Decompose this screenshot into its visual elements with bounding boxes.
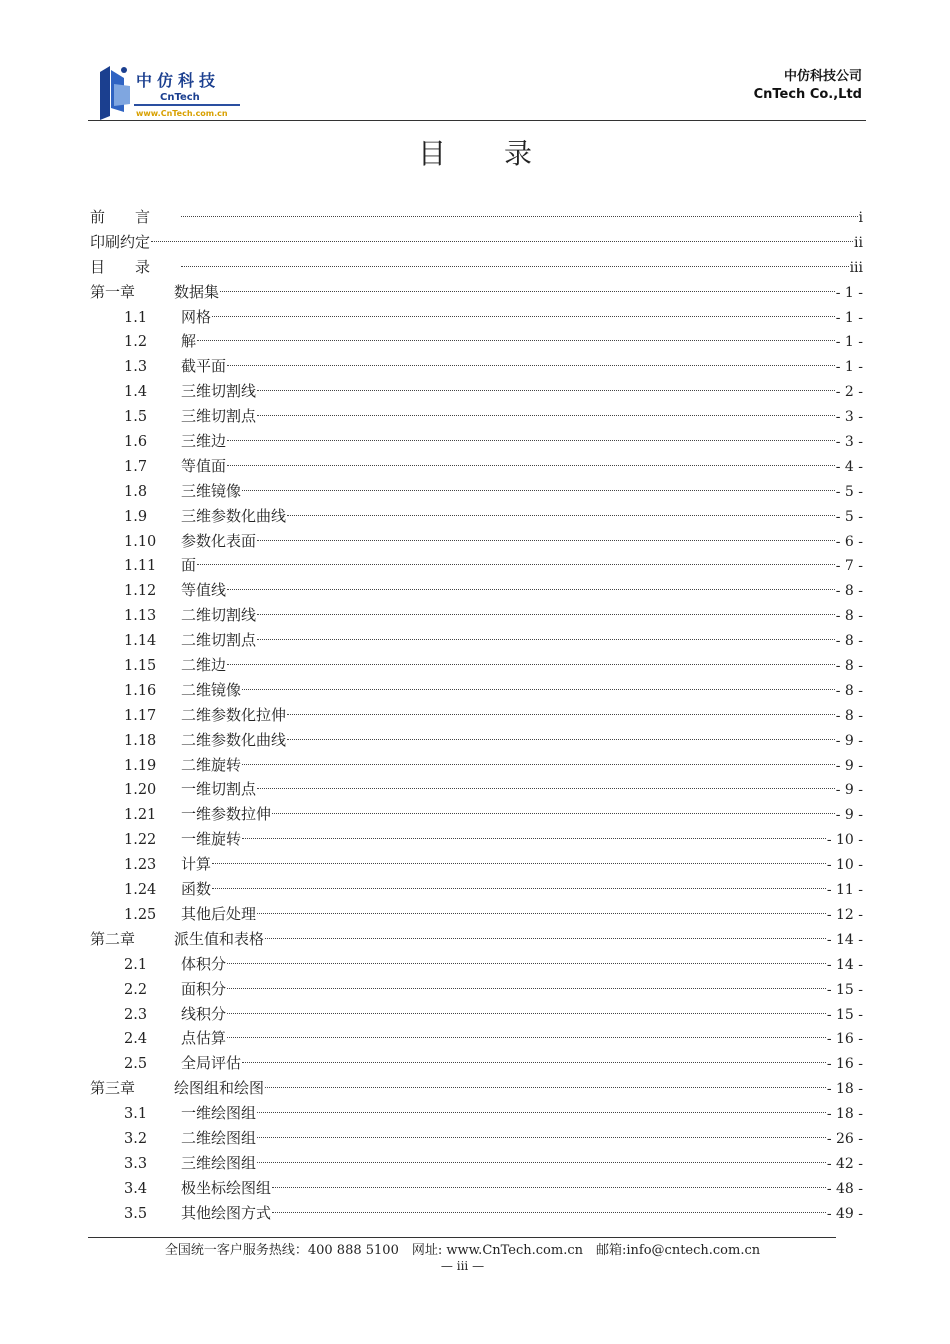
toc-page-number: - 7 - <box>835 558 863 575</box>
toc-entry-number: 第三章 <box>90 1079 136 1098</box>
toc-entry-title: 一维切割点 <box>181 780 257 799</box>
toc-entry-number: 3.1 <box>124 1106 148 1123</box>
toc-entry-title: 函数 <box>181 880 212 899</box>
toc-entry-number: 1.18 <box>124 732 157 749</box>
toc-entry-number: 1.21 <box>124 807 157 824</box>
toc-dot-leader <box>287 694 835 715</box>
toc-entry-title: 截平面 <box>181 357 227 376</box>
toc-entry-number: 1.13 <box>124 608 157 625</box>
toc-page-number: - 8 - <box>835 608 863 625</box>
toc-entry-number: 3.3 <box>124 1155 148 1172</box>
toc-page-number: - 1 - <box>835 359 863 376</box>
toc-page-number: - 3 - <box>835 409 863 426</box>
toc-entry-number: 1.25 <box>124 906 157 923</box>
toc-page-number: - 8 - <box>835 658 863 675</box>
toc-entry-title: 一维参数拉伸 <box>181 805 272 824</box>
toc-entry-number: 1.16 <box>124 682 157 699</box>
toc-entry-number: 2.1 <box>124 956 148 973</box>
toc-page-number: - 42 - <box>826 1155 863 1172</box>
toc-entry-title: 二维参数化曲线 <box>181 730 287 749</box>
toc-entry-number: 第一章 <box>90 282 136 301</box>
toc-dot-leader <box>272 1192 826 1213</box>
toc-dot-leader <box>257 395 835 416</box>
toc-dot-leader <box>242 470 835 491</box>
toc-page-number: - 12 - <box>826 906 863 923</box>
toc-entry-number: 1.9 <box>124 508 148 525</box>
toc-dot-leader <box>181 196 858 217</box>
toc-dot-leader <box>212 868 826 889</box>
toc-entry-title: 二维参数化拉伸 <box>181 705 287 724</box>
toc-entry-title: 三维切割点 <box>181 407 257 426</box>
toc-page-number: - 10 - <box>826 857 863 874</box>
toc-page-number: - 26 - <box>826 1130 863 1147</box>
toc-dot-leader <box>272 1167 826 1188</box>
company-name <box>754 68 862 104</box>
toc-dot-leader <box>257 768 835 789</box>
toc-page-number: - 9 - <box>835 757 863 774</box>
toc-entry-title: 二维边 <box>181 656 227 675</box>
toc-page-number: - 9 - <box>835 782 863 799</box>
toc-page-number: - 11 - <box>826 882 863 899</box>
toc-dot-leader <box>257 619 835 640</box>
toc-entry-number: 1.20 <box>124 782 157 799</box>
toc-entry-number: 1.5 <box>124 409 148 426</box>
toc-dot-leader <box>242 744 835 765</box>
page-header <box>88 58 866 120</box>
toc-dot-leader <box>227 569 835 590</box>
toc-entry-title: 其他绘图方式 <box>181 1203 272 1222</box>
toc-dot-leader <box>257 370 835 391</box>
toc-entry-title: 等值面 <box>181 456 227 475</box>
toc-page-number: ii <box>854 234 863 251</box>
toc-dot-leader <box>265 1067 826 1088</box>
logo-url: www.CnTech.com.cn <box>136 109 228 118</box>
toc-entry-number: 1.12 <box>124 583 157 600</box>
toc-dot-leader <box>287 719 835 740</box>
toc-dot-leader <box>151 221 853 242</box>
toc-page-number: - 5 - <box>835 483 863 500</box>
toc-page-number: - 8 - <box>835 707 863 724</box>
toc-entry-number: 1.22 <box>124 832 157 849</box>
toc-dot-leader <box>227 345 835 366</box>
toc-page-number: - 9 - <box>835 807 863 824</box>
toc-entry-number: 1.4 <box>124 384 148 401</box>
toc-entry-title: 二维镜像 <box>181 680 242 699</box>
toc-page-number: - 14 - <box>826 931 863 948</box>
toc-entry-title: 其他后处理 <box>181 904 257 923</box>
toc-entry-number: 2.2 <box>124 981 148 998</box>
company-name-cn: 中仿科技公司 <box>783 69 862 84</box>
toc-entry-number: 2.5 <box>124 1056 148 1073</box>
toc-page-number: i <box>858 210 863 226</box>
toc-page-number: - 8 - <box>835 682 863 699</box>
toc-dot-leader <box>265 918 826 939</box>
toc-section-entry[interactable] <box>90 1197 863 1222</box>
toc-dot-leader <box>197 320 835 341</box>
toc-entry-number: 1.2 <box>124 334 148 351</box>
toc-page-number: - 49 - <box>826 1205 863 1222</box>
toc-entry-title: 解 <box>181 332 197 351</box>
toc-page-number: - 48 - <box>826 1180 863 1197</box>
toc-entry-title: 印刷约定 <box>90 232 151 251</box>
toc-entry-title: 全局评估 <box>181 1054 242 1073</box>
toc-entry-number: 1.8 <box>124 483 148 500</box>
footer-contact: 全国统一客户服务热线：400 888 5100 网址: www.CnTech.com.cn 邮箱:info@cntech.com.cn <box>164 1243 761 1258</box>
toc-entry-title: 一维绘图组 <box>181 1104 257 1123</box>
toc-dot-leader <box>227 1017 826 1038</box>
logo-name-cn: 中仿科技 <box>136 71 221 90</box>
toc-dot-leader <box>227 968 826 989</box>
table-of-contents <box>90 201 863 1222</box>
toc-dot-leader <box>227 445 835 466</box>
toc-page-number: - 14 - <box>826 956 863 973</box>
toc-entry-title: 点估算 <box>181 1029 227 1048</box>
toc-entry-number: 1.14 <box>124 633 157 650</box>
toc-dot-leader <box>227 943 826 964</box>
toc-entry-title: 三维镜像 <box>181 481 242 500</box>
toc-page-number: - 16 - <box>826 1031 863 1048</box>
toc-dot-leader <box>272 793 835 814</box>
logo-underline <box>134 104 240 106</box>
toc-entry-title: 三维参数化曲线 <box>181 506 287 525</box>
toc-entry-number: 1.3 <box>124 359 148 376</box>
toc-entry-title: 面积分 <box>181 979 227 998</box>
toc-dot-leader <box>242 818 826 839</box>
toc-page-number: - 5 - <box>835 508 863 525</box>
toc-page-number: - 16 - <box>826 1056 863 1073</box>
toc-entry-title: 二维绘图组 <box>181 1128 257 1147</box>
toc-entry-title: 三维绘图组 <box>181 1153 257 1172</box>
toc-entry-number: 1.17 <box>124 707 157 724</box>
toc-entry-title: 网格 <box>181 307 212 326</box>
logo-name-en: CnTech <box>160 92 200 103</box>
toc-dot-leader <box>242 669 835 690</box>
toc-page-number: - 9 - <box>835 732 863 749</box>
toc-entry-title: 目录 <box>90 257 181 276</box>
toc-entry-title: 三维边 <box>181 432 227 451</box>
toc-entry-title: 一维旋转 <box>181 830 242 849</box>
footer-divider <box>88 1237 836 1238</box>
toc-page-number: - 18 - <box>826 1106 863 1123</box>
toc-page-number: - 6 - <box>835 533 863 550</box>
toc-entry-title: 二维旋转 <box>181 755 242 774</box>
toc-page-number: - 4 - <box>835 458 863 475</box>
toc-dot-leader <box>242 1042 826 1063</box>
toc-entry-number: 3.2 <box>124 1130 148 1147</box>
toc-dot-leader <box>257 1142 826 1163</box>
toc-page-number: - 8 - <box>835 583 863 600</box>
toc-page-number: - 8 - <box>835 633 863 650</box>
toc-entry-number: 1.24 <box>124 882 157 899</box>
toc-entry-number: 1.6 <box>124 434 148 451</box>
toc-page-number: - 2 - <box>835 384 863 401</box>
toc-entry-number: 1.15 <box>124 658 157 675</box>
logo-mark-icon <box>94 64 134 122</box>
toc-page-number: - 1 - <box>835 309 863 326</box>
toc-entry-number: 3.4 <box>124 1180 148 1197</box>
toc-entry-number: 2.4 <box>124 1031 148 1048</box>
toc-dot-leader <box>212 296 835 317</box>
toc-page-number: - 15 - <box>826 1006 863 1023</box>
toc-dot-leader <box>257 893 826 914</box>
toc-page-number: - 18 - <box>826 1081 863 1098</box>
toc-entry-title: 线积分 <box>181 1004 227 1023</box>
toc-entry-title: 二维切割点 <box>181 631 257 650</box>
toc-entry-title: 二维切割线 <box>181 606 257 625</box>
toc-page-number: - 1 - <box>835 284 863 301</box>
toc-dot-leader <box>220 271 835 292</box>
toc-entry-title: 体积分 <box>181 954 227 973</box>
toc-dot-leader <box>227 993 826 1014</box>
toc-dot-leader <box>212 843 826 864</box>
toc-entry-title: 数据集 <box>174 282 220 301</box>
toc-entry-title: 三维切割线 <box>181 382 257 401</box>
toc-page-number: - 1 - <box>835 334 863 351</box>
toc-page-number: iii <box>849 259 863 276</box>
toc-entry-number: 1.1 <box>124 309 148 326</box>
toc-entry-number: 第二章 <box>90 929 136 948</box>
toc-entry-number: 1.23 <box>124 857 157 874</box>
page-title: 目录 <box>417 137 590 170</box>
toc-entry-number: 1.10 <box>124 533 157 550</box>
toc-page-number: - 15 - <box>826 981 863 998</box>
toc-entry-number: 1.19 <box>124 757 157 774</box>
company-name-en: CnTech Co.,Ltd <box>753 87 862 102</box>
toc-entry-title: 前言 <box>90 208 181 226</box>
toc-dot-leader <box>197 544 835 565</box>
toc-entry-title: 绘图组和绘图 <box>174 1079 265 1098</box>
toc-entry-number: 3.5 <box>124 1205 148 1222</box>
toc-dot-leader <box>227 644 835 665</box>
toc-page-number: - 3 - <box>835 434 863 451</box>
toc-page-number: - 10 - <box>826 832 863 849</box>
toc-entry-title: 面 <box>181 556 197 575</box>
toc-entry-number: 1.7 <box>124 458 148 475</box>
toc-entry-number: 1.11 <box>124 558 157 575</box>
toc-dot-leader <box>257 1092 826 1113</box>
toc-dot-leader <box>181 246 849 267</box>
toc-dot-leader <box>227 420 835 441</box>
toc-dot-leader <box>257 1117 826 1138</box>
toc-dot-leader <box>257 520 835 541</box>
footer-page-number: — iii — <box>440 1259 485 1273</box>
toc-entry-title: 派生值和表格 <box>174 929 265 948</box>
toc-entry-title: 计算 <box>181 855 212 874</box>
toc-dot-leader <box>257 594 835 615</box>
toc-entry-number: 2.3 <box>124 1006 148 1023</box>
toc-entry-title: 等值线 <box>181 581 227 600</box>
company-logo <box>94 62 254 122</box>
header-divider <box>88 120 866 121</box>
toc-dot-leader <box>287 495 835 516</box>
toc-entry-title: 极坐标绘图组 <box>181 1178 272 1197</box>
toc-entry-title: 参数化表面 <box>181 531 257 550</box>
